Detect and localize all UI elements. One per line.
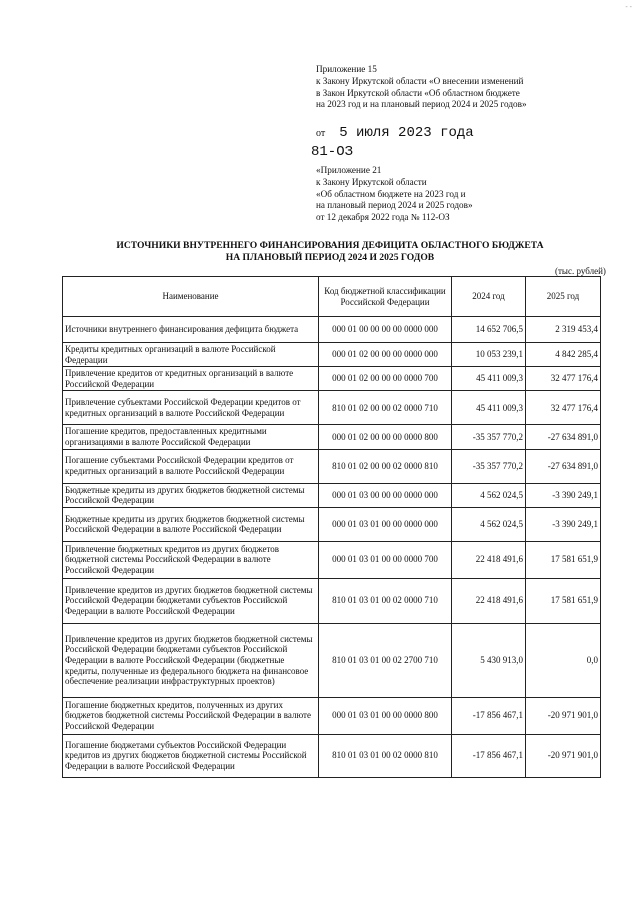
table-row bbox=[63, 623, 601, 697]
table-body bbox=[63, 317, 601, 778]
row-code-cell: 000 01 03 01 00 00 0000 700 bbox=[319, 541, 452, 578]
row-2025-cell: 4 842 285,4 bbox=[526, 343, 601, 367]
appendix2-line: «Приложение 21 bbox=[316, 165, 382, 175]
law-date bbox=[316, 125, 474, 141]
row-2024-cell: -35 357 770,2 bbox=[452, 449, 526, 483]
row-name-cell: Привлечение бюджетных кредитов из других бюджетов бюджетной системы Российской Федерации в валюте Российской Федерации bbox=[63, 541, 319, 578]
law-number: 81-ОЗ bbox=[311, 144, 354, 160]
row-2025-cell: 0,0 bbox=[526, 623, 601, 697]
table-row bbox=[63, 367, 601, 391]
table-row bbox=[63, 507, 601, 541]
row-2024-cell: 5 430 913,0 bbox=[452, 623, 526, 697]
date-prefix: от bbox=[316, 128, 326, 139]
row-2025-cell: -3 390 249,1 bbox=[526, 483, 601, 507]
row-2024-cell: 22 418 491,6 bbox=[452, 541, 526, 578]
row-2025-cell: 32 477 176,4 bbox=[526, 367, 601, 391]
table-row bbox=[63, 734, 601, 777]
row-2024-cell: 45 411 009,3 bbox=[452, 367, 526, 391]
row-name-cell: Погашение субъектами Российской Федерации кредитов от кредитных организаций в валюте Российской Федерации bbox=[63, 449, 319, 483]
row-name-cell: Погашение кредитов, предоставленных кредитными организациями в валюте Российской Федерации bbox=[63, 425, 319, 449]
row-name-cell: Кредиты кредитных организаций в валюте Российской Федерации bbox=[63, 343, 319, 367]
table-row bbox=[63, 449, 601, 483]
row-code-cell: 000 01 03 01 00 00 0000 000 bbox=[319, 507, 452, 541]
table-row bbox=[63, 317, 601, 343]
row-2024-cell: -35 357 770,2 bbox=[452, 425, 526, 449]
row-name-cell: Источники внутреннего финансирования дефицита бюджета bbox=[63, 317, 319, 343]
row-2025-cell: 2 319 453,4 bbox=[526, 317, 601, 343]
row-name-cell: Погашение бюджетных кредитов, полученных из других бюджетов бюджетной системы Российской Федерации в валюте Российской Федерации bbox=[63, 697, 319, 734]
row-2025-cell: -27 634 891,0 bbox=[526, 425, 601, 449]
table-row bbox=[63, 483, 601, 507]
row-name-cell: Привлечение субъектами Российской Федерации кредитов от кредитных организаций в валюте Российской Федерации bbox=[63, 391, 319, 425]
row-code-cell: 810 01 03 01 00 02 2700 710 bbox=[319, 623, 452, 697]
row-code-cell: 810 01 03 01 00 02 0000 810 bbox=[319, 734, 452, 777]
title-line: ИСТОЧНИКИ ВНУТРЕННЕГО ФИНАНСИРОВАНИЯ ДЕФИЦИТА ОБЛАСТНОГО БЮДЖЕТА bbox=[116, 240, 544, 251]
row-2025-cell: -20 971 901,0 bbox=[526, 734, 601, 777]
appendix-line: Приложение 15 bbox=[316, 64, 377, 74]
row-2025-cell: -3 390 249,1 bbox=[526, 507, 601, 541]
appendix2-line: на плановый период 2024 и 2025 годов» bbox=[316, 200, 473, 211]
row-code-cell: 000 01 02 00 00 00 0000 800 bbox=[319, 425, 452, 449]
row-code-cell: 000 01 03 00 00 00 0000 000 bbox=[319, 483, 452, 507]
date-value: 5 июля 2023 года bbox=[339, 125, 474, 141]
row-2024-cell: 14 652 706,5 bbox=[452, 317, 526, 343]
row-2024-cell: 4 562 024,5 bbox=[452, 507, 526, 541]
column-header-code: Код бюджетной классификации Российской Федерации bbox=[319, 277, 452, 317]
row-2025-cell: 32 477 176,4 bbox=[526, 391, 601, 425]
row-name-cell: Привлечение кредитов из других бюджетов бюджетной системы Российской Федерации бюджетами субъектов Российской Федерации в валюте Российской Федерации bbox=[63, 578, 319, 623]
table-row bbox=[63, 343, 601, 367]
row-code-cell: 810 01 02 00 00 02 0000 810 bbox=[319, 449, 452, 483]
appendix-line: на 2023 год и на плановый период 2024 и 2025 годов» bbox=[316, 99, 527, 110]
appendix-previous-header bbox=[316, 165, 616, 224]
row-name-cell: Привлечение кредитов из других бюджетов бюджетной системы Российской Федерации бюджетами субъектов Российской Федерации в валюте Российской Федерации (бюджетные кредиты, полученные из федерального бюджета на финансовое обеспечение реализации инфраструктурных проектов) bbox=[63, 623, 319, 697]
column-header-2025: 2025 год bbox=[526, 277, 601, 317]
table-row bbox=[63, 391, 601, 425]
row-code-cell: 000 01 02 00 00 00 0000 000 bbox=[319, 343, 452, 367]
row-2025-cell: 17 581 651,9 bbox=[526, 541, 601, 578]
row-2024-cell: 4 562 024,5 bbox=[452, 483, 526, 507]
row-code-cell: 810 01 02 00 00 02 0000 710 bbox=[319, 391, 452, 425]
units-label: (тыс. рублей) bbox=[555, 266, 606, 276]
document-title bbox=[60, 240, 600, 263]
table-row bbox=[63, 425, 601, 449]
table-row bbox=[63, 541, 601, 578]
row-2025-cell: -27 634 891,0 bbox=[526, 449, 601, 483]
row-2024-cell: 22 418 491,6 bbox=[452, 578, 526, 623]
column-header-name: Наименование bbox=[63, 277, 319, 317]
row-2024-cell: -17 856 467,1 bbox=[452, 734, 526, 777]
row-2024-cell: -17 856 467,1 bbox=[452, 697, 526, 734]
column-header-2024: 2024 год bbox=[452, 277, 526, 317]
table-row bbox=[63, 697, 601, 734]
row-code-cell: 000 01 03 01 00 00 0000 800 bbox=[319, 697, 452, 734]
row-code-cell: 000 01 02 00 00 00 0000 700 bbox=[319, 367, 452, 391]
row-code-cell: 810 01 03 01 00 02 0000 710 bbox=[319, 578, 452, 623]
row-2024-cell: 45 411 009,3 bbox=[452, 391, 526, 425]
row-2025-cell: -20 971 901,0 bbox=[526, 697, 601, 734]
corner-mark: - - bbox=[625, 4, 632, 11]
appendix-line: в Закон Иркутской области «Об областном бюджете bbox=[316, 87, 520, 98]
row-name-cell: Привлечение кредитов от кредитных организаций в валюте Российской Федерации bbox=[63, 367, 319, 391]
appendix2-line: «Об областном бюджете на 2023 год и bbox=[316, 188, 466, 199]
appendix2-line: к Закону Иркутской области bbox=[316, 176, 427, 187]
appendix-header bbox=[316, 64, 616, 111]
table-row bbox=[63, 578, 601, 623]
row-code-cell: 000 01 00 00 00 00 0000 000 bbox=[319, 317, 452, 343]
financing-sources-table bbox=[62, 276, 601, 778]
row-name-cell: Погашение бюджетами субъектов Российской Федерации кредитов из других бюджетов бюджетной системы Российской Федерации в валюте Российской Федерации bbox=[63, 734, 319, 777]
appendix-line: к Закону Иркутской области «О внесении изменений bbox=[316, 75, 524, 86]
row-2024-cell: 10 053 239,1 bbox=[452, 343, 526, 367]
appendix2-line: от 12 декабря 2022 года № 112-ОЗ bbox=[316, 212, 450, 223]
row-2025-cell: 17 581 651,9 bbox=[526, 578, 601, 623]
title-line: НА ПЛАНОВЫЙ ПЕРИОД 2024 И 2025 ГОДОВ bbox=[225, 251, 435, 263]
row-name-cell: Бюджетные кредиты из других бюджетов бюджетной системы Российской Федерации в валюте Российской Федерации bbox=[63, 507, 319, 541]
table-header-row bbox=[63, 277, 601, 317]
row-name-cell: Бюджетные кредиты из других бюджетов бюджетной системы Российской Федерации bbox=[63, 483, 319, 507]
